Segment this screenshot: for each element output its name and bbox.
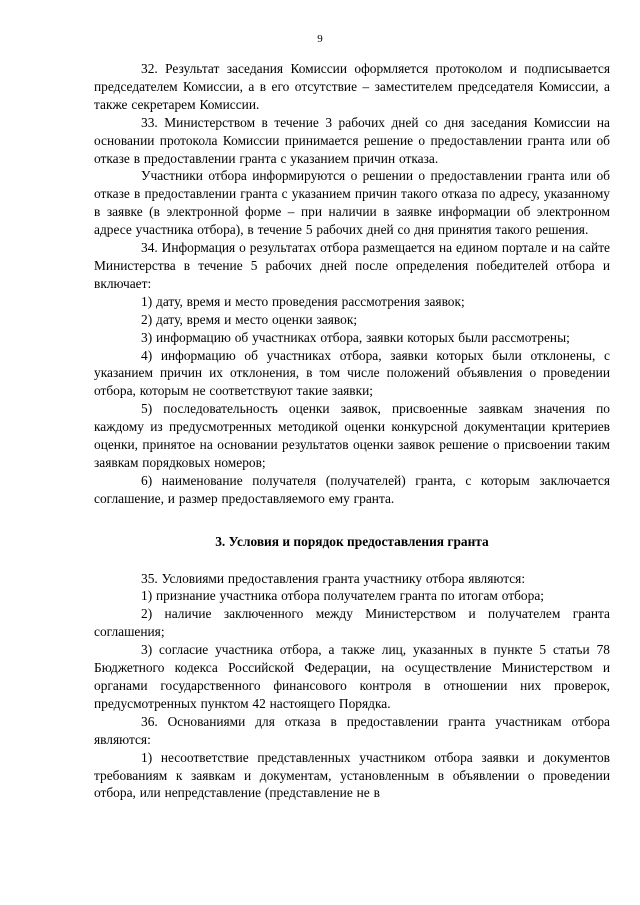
list-item-35-2: 2) наличие заключенного между Министерством и получателем гранта соглашения; [94,606,610,640]
list-item-34-1: 1) дату, время и место проведения рассмотрения заявок; [141,293,465,309]
list-item-35-3: 3) согласие участника отбора, а также лиц, указанных в пункте 5 статьи 78 Бюджетного кодекса Российской Федерации, на осуществление Министерством и органами государственного финансового контроля в отношении них проверок, предусмотренных пунктом 42 настоящего Порядка. [94,642,610,711]
page-number: 9 [317,33,323,45]
list-item-34-2: 2) дату, время и место оценки заявок; [141,311,358,327]
list-item-35-1: 1) признание участника отбора получателем гранта по итогам отбора; [141,588,544,604]
section-title: 3. Условия и порядок предоставления гранта [215,533,489,549]
paragraph-34: 34. Информация о результатах отбора размещается на едином портале и на сайте Министерства в течение 5 рабочих дней после определения победителей отбора и включает: [94,240,610,291]
list-item-34-5: 5) последовательность оценки заявок, присвоенные заявкам значения по каждому из предусмотренных методикой оценки конкурсной документации критериев оценки, принятое на основании результатов оценки заявок решение о присвоении таким заявкам порядковых номеров; [94,401,610,470]
paragraph-33-notification: Участники отбора информируются о решении о предоставлении гранта или об отказе в предоставлении гранта с указанием причин такого отказа по адресу, указанному в заявке (в электронной форме – при наличии в заявке информации об электронном адресе участника отбора), в течение 5 рабочих дней со дня принятия такого решения. [94,168,610,238]
list-item-36-1: 1) несоответствие представленных участником отбора заявки и документов требованиям к заявкам и документам, установленным в объявлении о проведении отбора, или непредставление (представление не в [94,749,610,801]
list-item-34-3: 3) информацию об участниках отбора, заявки которых были рассмотрены; [141,329,570,345]
list-item-34-4: 4) информацию об участниках отбора, заявки которых были отклонены, с указанием причин их отклонения, в том числе положений объявления о проведении отбора, которым не соответствуют такие заявки; [94,347,610,399]
paragraph-35: 35. Условиями предоставления гранта участнику отбора являются: [141,570,526,586]
list-item-34-6: 6) наименование получателя (получателей) гранта, с которым заключается соглашение, и размер предоставляемого ему гранта. [94,472,610,506]
document-body [94,60,610,802]
paragraph-36: 36. Основаниями для отказа в предоставлении гранта участникам отбора являются: [94,713,610,747]
paragraph-32: 32. Результат заседания Комиссии оформляется протоколом и подписывается председателем Комиссии, а в его отсутствие – заместителем председателя Комиссии, а также секретарем Комиссии. [94,61,610,112]
paragraph-33: 33. Министерством в течение 3 рабочих дней со дня заседания Комиссии на основании протокола Комиссии принимается решение о предоставлении гранта или об отказе в предоставлении гранта с указанием причин отказа. [94,114,610,166]
